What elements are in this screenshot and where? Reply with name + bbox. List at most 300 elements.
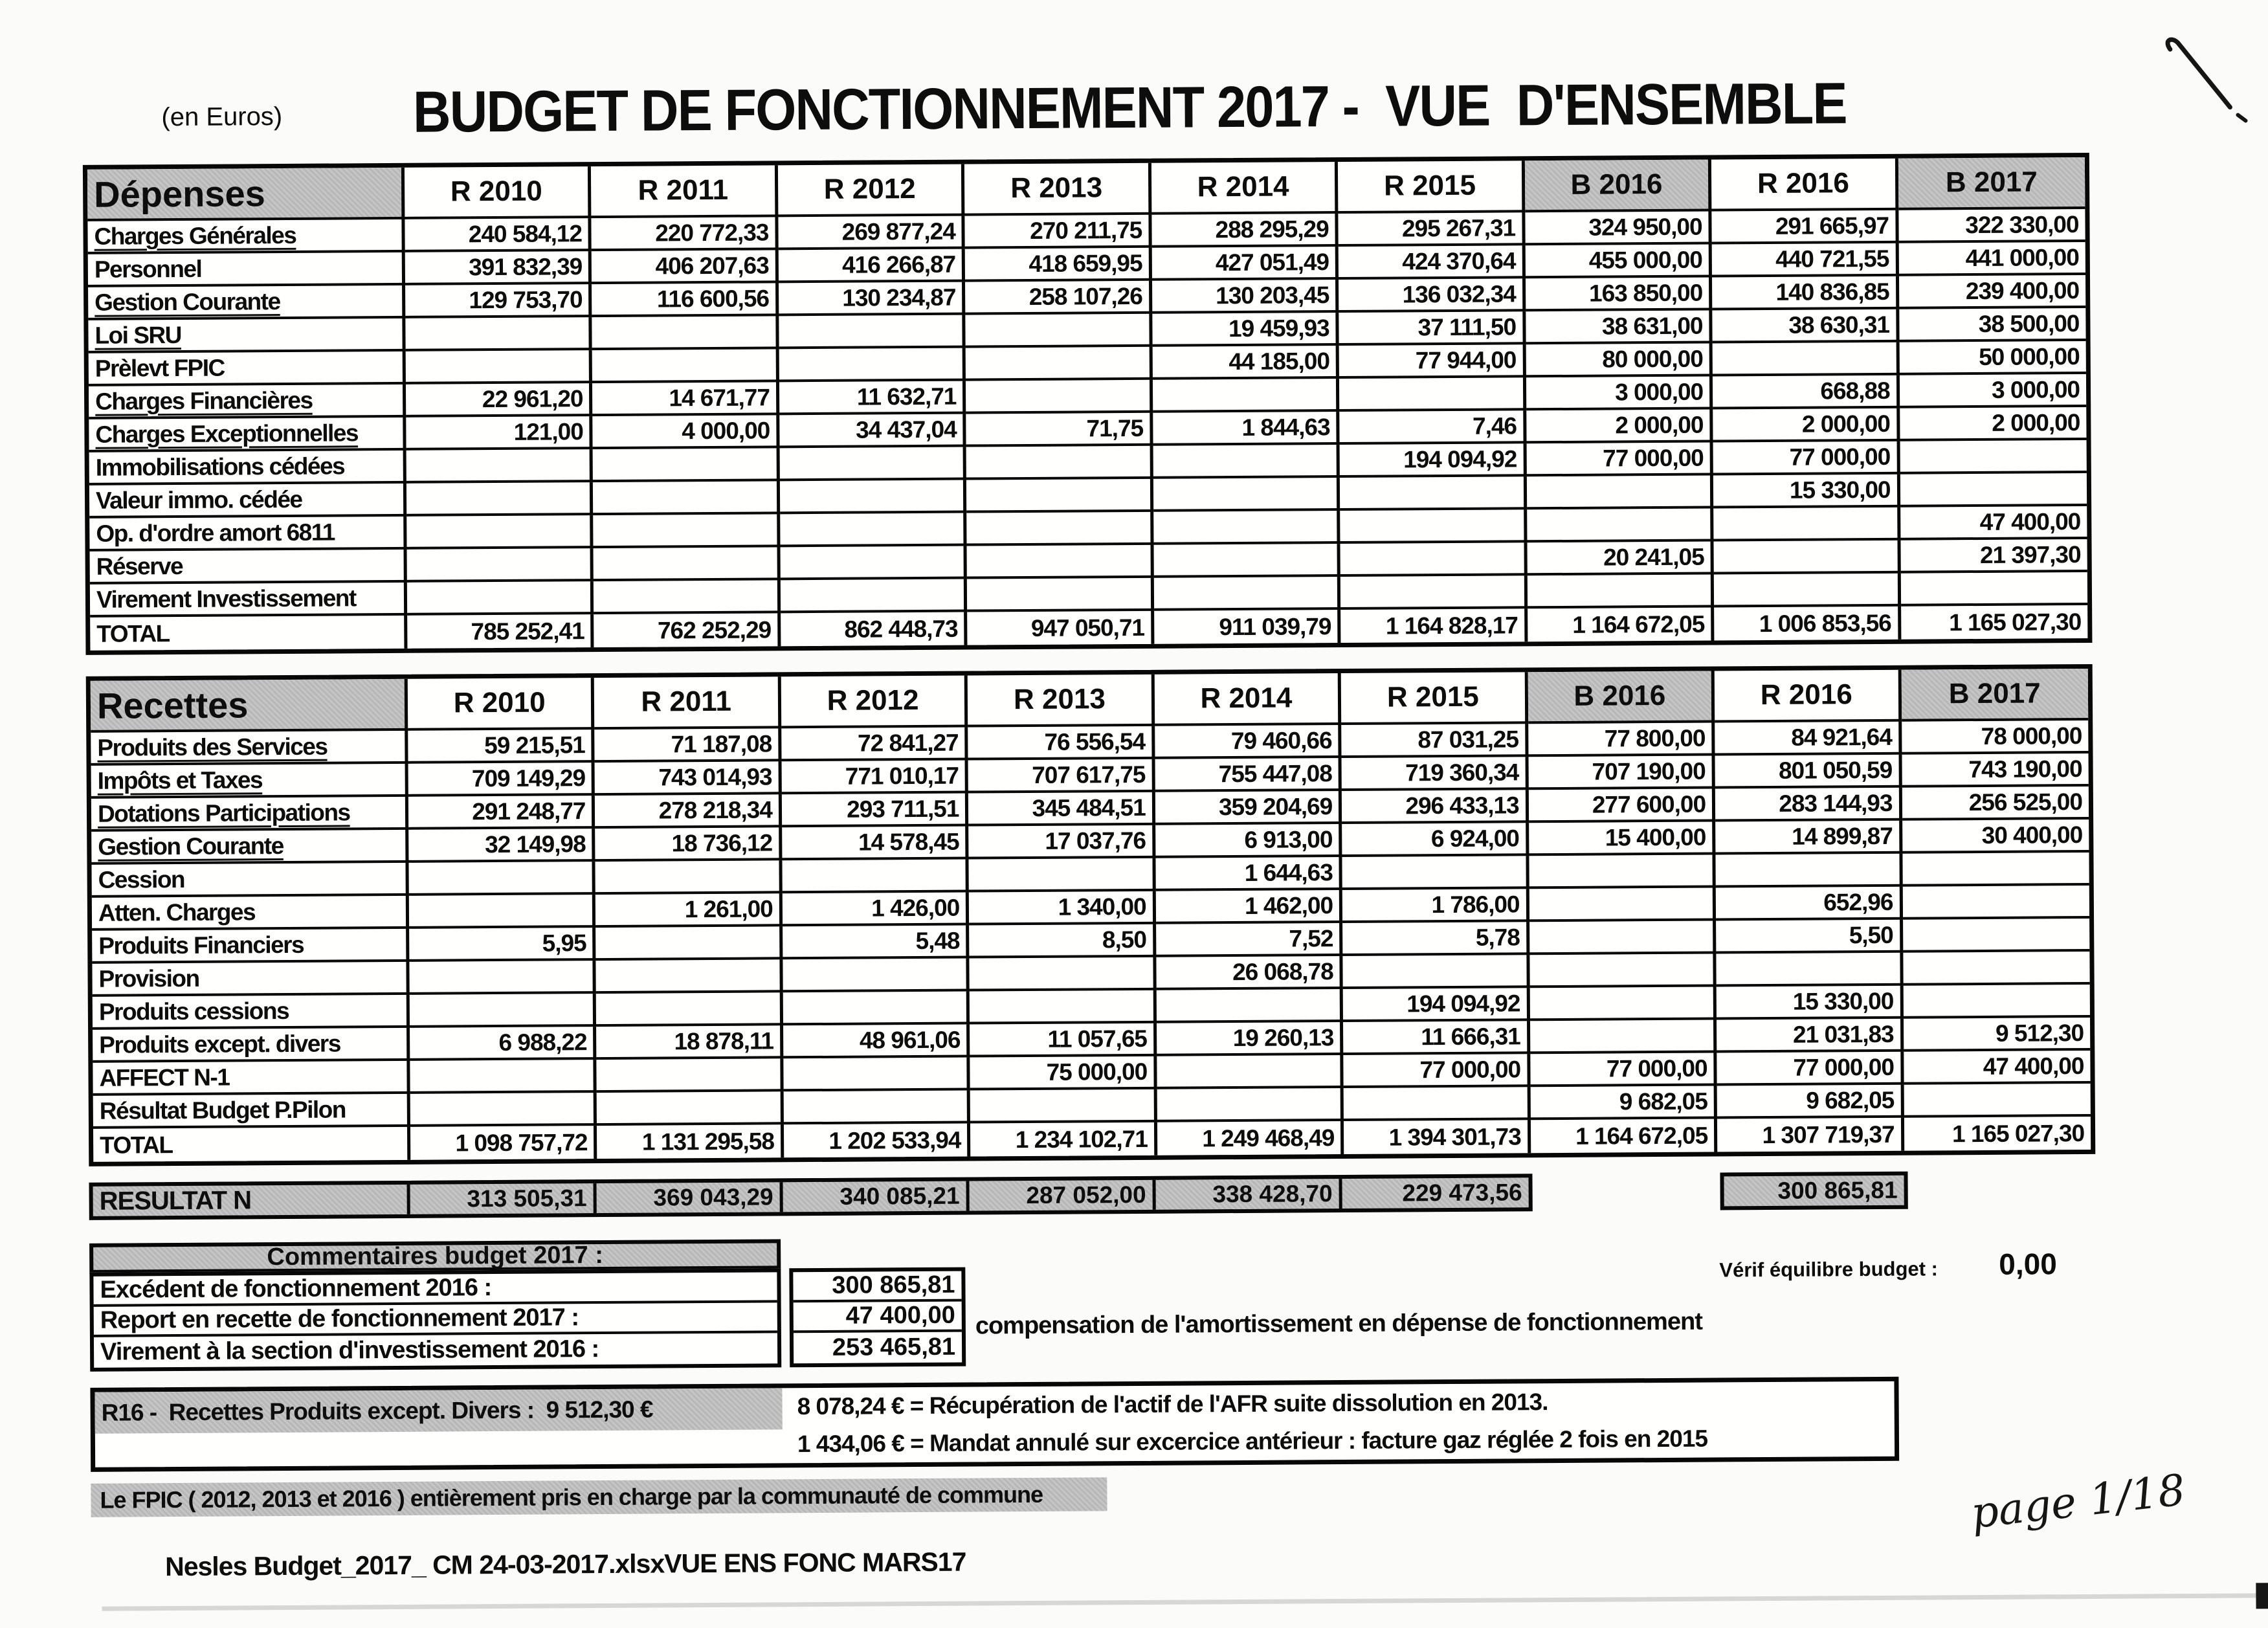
recettes-value-cell: 18 736,12 [595, 827, 783, 862]
recettes-value-cell: 26 068,78 [1156, 956, 1343, 990]
recettes-value-cell: 1 261,00 [595, 893, 783, 928]
recettes-value-cell: 6 924,00 [1342, 823, 1529, 857]
recettes-value-cell: 15 400,00 [1529, 822, 1716, 856]
recettes-value-cell: 709 149,29 [408, 763, 595, 797]
recettes-row-label: Produits des Services [91, 731, 408, 766]
verif-equilibre-label: Vérif équilibre budget : [1719, 1257, 1939, 1282]
depenses-value-cell: 3 000,00 [1899, 374, 2086, 408]
commentaires-row-label: Report en recette de fonctionnement 2017 : [94, 1302, 777, 1337]
recettes-value-cell: 11 057,65 [970, 1023, 1157, 1058]
depenses-section-title: Dépenses [87, 168, 405, 221]
depenses-value-cell [966, 479, 1153, 513]
recettes-row-label: Gestion Courante [91, 830, 408, 865]
recettes-value-cell: 755 447,08 [1155, 758, 1342, 792]
resultat-band [89, 1174, 1532, 1220]
recettes-value-cell: 1 131 295,58 [597, 1124, 784, 1159]
recettes-value-cell: 71 187,08 [595, 728, 782, 763]
depenses-row-label: Valeur immo. cédée [89, 484, 406, 519]
recettes-value-cell [1904, 1084, 2091, 1118]
depenses-row-label: Prèlevt FPIC [89, 351, 406, 386]
depenses-value-cell: 220 772,33 [592, 217, 779, 251]
recettes-value-cell: 15 330,00 [1717, 986, 1904, 1020]
recettes-col-header: R 2016 [1715, 670, 1902, 723]
recettes-value-cell: 5,95 [409, 928, 596, 962]
recettes-value-cell: 1 426,00 [783, 893, 970, 927]
recettes-value-cell [595, 860, 783, 895]
recettes-col-header: R 2014 [1154, 673, 1341, 726]
recettes-value-cell: 30 400,00 [1902, 820, 2089, 854]
recettes-value-cell [1157, 1088, 1344, 1122]
recettes-value-cell [783, 1058, 970, 1092]
recettes-value-cell: 1 307 719,37 [1717, 1118, 1904, 1152]
commentaires-row-value: 300 865,81 [793, 1271, 961, 1303]
commentaires-values [789, 1267, 966, 1368]
recettes-value-cell [410, 994, 597, 1028]
recettes-row-label: Dotations Participations [91, 797, 408, 832]
depenses-value-cell [1154, 577, 1341, 611]
recettes-value-cell [596, 992, 783, 1027]
resultat-value: 313 505,31 [410, 1183, 597, 1214]
depenses-value-cell: 140 836,85 [1712, 276, 1899, 311]
depenses-value-cell [592, 349, 779, 383]
depenses-value-cell [967, 545, 1154, 579]
depenses-value-cell [1713, 507, 1900, 542]
depenses-value-cell: 136 032,34 [1339, 278, 1526, 313]
recettes-row-label: Provision [92, 962, 409, 997]
recettes-value-cell [970, 957, 1157, 992]
recettes-value-cell: 771 010,17 [781, 761, 968, 795]
depenses-value-cell [779, 348, 966, 383]
depenses-col-header: R 2010 [405, 166, 592, 219]
recettes-value-cell: 9 682,05 [1717, 1085, 1904, 1119]
depenses-value-cell [780, 546, 967, 581]
depenses-value-cell: 11 632,71 [779, 381, 966, 416]
depenses-row-label: Op. d'ordre amort 6811 [89, 517, 406, 552]
depenses-value-cell: 441 000,00 [1898, 242, 2085, 276]
depenses-value-cell [1527, 575, 1714, 609]
depenses-row-label: Charges Générales [87, 219, 405, 254]
depenses-value-cell: 2 000,00 [1713, 408, 1900, 443]
recettes-value-cell [409, 961, 596, 995]
recettes-value-cell: 6 913,00 [1155, 824, 1342, 858]
depenses-value-cell [1713, 342, 1900, 377]
depenses-value-cell: 47 400,00 [1900, 506, 2087, 541]
recettes-value-cell [1903, 952, 2090, 986]
recettes-value-cell [970, 1089, 1157, 1124]
depenses-col-header: B 2016 [1525, 160, 1712, 213]
depenses-value-cell: 38 630,31 [1712, 309, 1899, 344]
depenses-value-cell [407, 581, 594, 616]
recettes-value-cell [410, 1093, 597, 1127]
recettes-value-cell: 9 512,30 [1904, 1018, 2091, 1052]
depenses-value-cell [966, 347, 1153, 381]
depenses-value-cell: 291 665,97 [1711, 210, 1898, 245]
fpic-note: Le FPIC ( 2012, 2013 et 2016 ) entièrement pris en charge par la communauté de commune [91, 1477, 1107, 1517]
depenses-value-cell [780, 513, 967, 548]
recettes-value-cell: 7,52 [1156, 923, 1343, 957]
depenses-value-cell: 391 832,39 [405, 251, 592, 285]
depenses-value-cell: 785 252,41 [407, 614, 594, 649]
depenses-value-cell: 21 397,30 [1900, 539, 2087, 574]
resultat-value: 338 428,70 [1155, 1179, 1342, 1210]
compensation-note: compensation de l'amortissement en dépense de fonctionnement [975, 1308, 1703, 1340]
depenses-value-cell [780, 480, 967, 515]
depenses-value-cell: 130 203,45 [1152, 280, 1339, 314]
recettes-value-cell: 1 164 672,05 [1531, 1119, 1718, 1153]
recettes-row-label: TOTAL [93, 1127, 410, 1162]
recettes-row-label: Impôts et Taxes [91, 764, 408, 799]
depenses-value-cell [1340, 542, 1528, 577]
depenses-value-cell [1900, 572, 2087, 607]
recettes-value-cell [1529, 920, 1717, 955]
recettes-value-cell [1344, 1087, 1531, 1121]
recettes-section-title: Recettes [91, 679, 408, 733]
recettes-value-cell: 87 031,25 [1341, 724, 1528, 758]
recettes-value-cell: 707 617,75 [968, 759, 1155, 794]
recettes-value-cell [1343, 955, 1530, 989]
recettes-value-cell: 48 961,06 [783, 1025, 970, 1059]
recettes-value-cell [969, 858, 1156, 893]
recettes-col-header: R 2015 [1341, 672, 1528, 725]
depenses-value-cell [593, 481, 780, 515]
recettes-value-cell: 194 094,92 [1343, 988, 1530, 1022]
recettes-value-cell: 1 462,00 [1156, 890, 1343, 924]
recettes-value-cell: 78 000,00 [1902, 720, 2089, 755]
recettes-value-cell [1716, 953, 1903, 987]
recettes-value-cell: 79 460,66 [1155, 725, 1342, 759]
recettes-row-label: Produits except. divers [93, 1028, 410, 1063]
recettes-value-cell: 256 525,00 [1902, 786, 2089, 821]
recettes-value-cell: 719 360,34 [1342, 757, 1529, 791]
recettes-value-cell: 5,50 [1716, 920, 1903, 954]
depenses-value-cell: 19 459,93 [1152, 313, 1339, 347]
recettes-value-cell: 1 340,00 [969, 891, 1156, 926]
depenses-value-cell: 762 252,29 [594, 613, 781, 647]
depenses-value-cell: 324 950,00 [1525, 212, 1712, 246]
recettes-value-cell: 1 394 301,73 [1344, 1120, 1531, 1154]
handwritten-page-number: page 1/18 [1968, 1464, 2188, 1539]
depenses-value-cell: 116 600,56 [592, 283, 779, 317]
commentaires-row-value: 253 465,81 [832, 1333, 956, 1361]
recettes-value-cell: 9 682,05 [1530, 1086, 1717, 1120]
commentaires-row-label: Virement à la section d'investissement 2016 : [100, 1335, 599, 1366]
recettes-value-cell: 1 249 468,49 [1157, 1121, 1344, 1155]
depenses-value-cell: 4 000,00 [593, 415, 780, 449]
recettes-value-cell [410, 1060, 597, 1094]
recettes-value-cell: 743 014,93 [595, 761, 782, 796]
recettes-value-cell: 743 190,00 [1902, 753, 2089, 788]
depenses-value-cell [593, 448, 780, 482]
depenses-table [83, 153, 2093, 655]
depenses-value-cell: 1 165 027,30 [1949, 608, 2082, 636]
depenses-col-header: B 2017 [1898, 157, 2085, 210]
depenses-row-label: TOTAL [90, 616, 407, 651]
depenses-value-cell [407, 548, 594, 583]
recettes-value-cell: 6 988,22 [410, 1027, 597, 1061]
depenses-value-cell [1714, 541, 1901, 575]
depenses-value-cell: 455 000,00 [1525, 245, 1712, 279]
depenses-row-label: Gestion Courante [88, 285, 405, 320]
depenses-value-cell [779, 315, 966, 350]
recettes-row-label: Atten. Charges [92, 896, 409, 931]
recettes-value-cell [1903, 919, 2090, 953]
depenses-value-cell: 240 584,12 [405, 218, 592, 252]
depenses-value-cell [1153, 478, 1340, 512]
depenses-value-cell [966, 380, 1153, 414]
depenses-row-label: Loi SRU [88, 318, 405, 353]
recettes-value-cell: 652,96 [1716, 887, 1903, 921]
recettes-value-cell: 1 786,00 [1342, 889, 1529, 923]
recettes-col-header: R 2013 [968, 675, 1155, 728]
recettes-value-cell: 76 556,54 [968, 726, 1155, 761]
recettes-value-cell: 72 841,27 [781, 728, 968, 762]
commentaires-row-label: Excédent de fonctionnement 2016 : [93, 1272, 777, 1306]
depenses-value-cell: 2 000,00 [1526, 410, 1713, 444]
depenses-value-cell: 37 111,50 [1339, 311, 1526, 346]
recettes-value-cell: 77 000,00 [1344, 1054, 1531, 1088]
recettes-value-cell: 77 000,00 [1530, 1053, 1717, 1087]
depenses-value-cell: 1 164 828,17 [1340, 608, 1528, 643]
verif-equilibre-value: 0,00 [1999, 1247, 2058, 1281]
recettes-value-cell [782, 860, 969, 894]
recettes-col-header: B 2016 [1528, 671, 1715, 724]
recettes-value-cell: 77 800,00 [1528, 723, 1715, 757]
recettes-value-cell: 11 666,31 [1343, 1021, 1530, 1055]
depenses-value-cell: 295 267,31 [1339, 212, 1526, 247]
resultat-label: RESULTAT N [93, 1185, 410, 1216]
depenses-value-cell [1527, 476, 1714, 510]
recettes-value-cell: 32 149,98 [408, 829, 595, 863]
depenses-value-cell: 288 295,29 [1151, 214, 1339, 248]
resultat-r2016-value: 300 865,81 [1720, 1172, 1907, 1210]
depenses-value-cell: 38 500,00 [1899, 308, 2086, 342]
depenses-value-cell: 269 877,24 [778, 216, 965, 251]
depenses-value-cell [1340, 575, 1528, 610]
recettes-col-header: R 2012 [781, 676, 968, 729]
depenses-col-header: R 2011 [591, 165, 778, 218]
recettes-value-cell [408, 862, 595, 896]
depenses-col-header: R 2016 [1711, 159, 1898, 212]
recettes-value-cell: 18 878,11 [596, 1025, 783, 1060]
recettes-value-cell [1157, 1055, 1344, 1089]
depenses-row-label: Personnel [88, 252, 405, 287]
depenses-value-cell [405, 317, 592, 351]
recettes-value-cell [1529, 953, 1717, 988]
r16-line: 8 078,24 € = Récupération de l'actif de l'AFR suite dissolution en 2013. [797, 1388, 1548, 1420]
recettes-value-cell: 1 234 102,71 [970, 1122, 1157, 1157]
depenses-value-cell: 1 164 672,05 [1528, 608, 1715, 642]
depenses-value-cell [967, 578, 1154, 612]
depenses-value-cell: 270 211,75 [965, 215, 1152, 249]
depenses-value-cell: 668,88 [1713, 375, 1900, 410]
resultat-value: 287 052,00 [970, 1180, 1156, 1211]
depenses-value-cell: 34 437,04 [779, 414, 966, 449]
recettes-value-cell [1530, 1020, 1717, 1054]
resultat-value: 369 043,29 [597, 1182, 783, 1213]
depenses-value-cell: 416 266,87 [779, 249, 966, 284]
recettes-value-cell: 293 711,51 [782, 794, 969, 828]
depenses-row-label: Charges Exceptionnelles [89, 418, 406, 452]
page-title: BUDGET DE FONCTIONNEMENT 2017 - VUE D'ENSEMBLE [412, 71, 1847, 145]
depenses-row-label: Immobilisations cédées [89, 451, 406, 485]
resultat-value: 340 085,21 [783, 1181, 970, 1212]
depenses-value-cell: 194 094,92 [1340, 443, 1527, 478]
depenses-value-cell [594, 547, 781, 581]
depenses-value-cell: 38 631,00 [1526, 311, 1713, 345]
resultat-n-row [89, 1170, 2095, 1220]
depenses-value-cell: 121,00 [406, 416, 593, 451]
depenses-value-cell [1527, 509, 1714, 543]
recettes-col-header: R 2011 [594, 676, 781, 730]
recettes-value-cell: 5,78 [1342, 922, 1529, 956]
depenses-value-cell [781, 579, 968, 614]
commentaires-labels [89, 1268, 781, 1372]
recettes-value-cell: 1 098 757,72 [410, 1126, 597, 1160]
depenses-value-cell: 80 000,00 [1526, 344, 1713, 378]
depenses-row-label: Réserve [90, 550, 407, 585]
depenses-value-cell: 418 659,95 [965, 248, 1152, 282]
footer-filename: Nesles Budget_2017_ CM 24-03-2017.xlsxVUE ENS FONC MARS17 [164, 1546, 966, 1582]
depenses-value-cell: 1 844,63 [1153, 412, 1340, 446]
depenses-value-cell: 15 330,00 [1713, 474, 1900, 509]
depenses-value-cell [1339, 377, 1526, 412]
r16-line: 1 434,06 € = Mandat annulé sur excercice antérieur : facture gaz réglée 2 fois en 2015 [797, 1425, 1708, 1458]
depenses-value-cell: 77 000,00 [1713, 441, 1900, 476]
recettes-value-cell: 277 600,00 [1528, 789, 1715, 823]
recettes-value-cell [1342, 856, 1529, 890]
depenses-value-cell [406, 350, 593, 385]
recettes-value-cell: 77 000,00 [1717, 1052, 1904, 1086]
recettes-value-cell: 283 144,93 [1715, 788, 1902, 822]
depenses-value-cell [1153, 511, 1340, 545]
depenses-row-label: Charges Financières [89, 385, 406, 419]
depenses-value-cell [1340, 476, 1527, 511]
depenses-value-cell [1900, 440, 2087, 474]
scan-artifact-strip [102, 1593, 2268, 1611]
recettes-col-header: B 2017 [1901, 669, 2088, 722]
recettes-value-cell: 359 204,69 [1155, 791, 1342, 825]
recettes-value-cell: 1 165 027,30 [1951, 1119, 2085, 1147]
depenses-value-cell [1153, 544, 1340, 578]
recettes-value-cell [1902, 853, 2089, 887]
depenses-value-cell [594, 580, 781, 614]
r16-note-box [90, 1377, 1899, 1472]
depenses-col-header: R 2012 [778, 164, 965, 217]
depenses-value-cell [1714, 574, 1901, 608]
recettes-value-cell: 19 260,13 [1157, 1022, 1344, 1056]
depenses-value-cell: 3 000,00 [1526, 377, 1713, 411]
depenses-value-cell: 862 448,73 [781, 612, 968, 647]
recettes-value-cell: 801 050,59 [1715, 755, 1902, 789]
depenses-value-cell: 77 000,00 [1526, 443, 1713, 477]
depenses-value-cell: 22 961,20 [406, 383, 593, 418]
recettes-table [86, 664, 2096, 1166]
recettes-value-cell: 75 000,00 [970, 1056, 1157, 1091]
depenses-value-cell: 50 000,00 [1899, 341, 2086, 375]
recettes-value-cell [1529, 987, 1717, 1021]
recettes-value-cell: 296 433,13 [1342, 790, 1529, 824]
depenses-value-cell: 1 006 853,56 [1714, 607, 1901, 641]
depenses-value-cell: 322 330,00 [1898, 209, 2085, 243]
depenses-value-cell: 44 185,00 [1152, 346, 1339, 380]
depenses-value-cell [1153, 445, 1340, 479]
recettes-row-label: Produits cessions [93, 995, 410, 1030]
recettes-value-cell [1529, 887, 1716, 922]
recettes-value-cell: 14 899,87 [1715, 821, 1902, 855]
depenses-value-cell [779, 447, 966, 482]
recettes-row-label: AFFECT N-1 [93, 1061, 410, 1096]
recettes-value-cell: 278 218,34 [595, 794, 782, 829]
depenses-value-cell [1900, 473, 2087, 507]
depenses-value-cell: 911 039,79 [1154, 610, 1341, 644]
recettes-value-cell [1902, 886, 2089, 920]
recettes-value-cell: 47 400,00 [1904, 1051, 2091, 1085]
recettes-value-cell: 8,50 [969, 924, 1156, 959]
depenses-value-cell [967, 512, 1154, 546]
recettes-value-cell: 291 248,77 [408, 796, 595, 830]
recettes-value-cell [783, 959, 970, 993]
commentaires-header: Commentaires budget 2017 : [89, 1239, 781, 1274]
depenses-value-cell [594, 514, 781, 548]
recettes-value-cell [597, 1091, 784, 1126]
recettes-value-cell [1529, 855, 1716, 889]
recettes-value-cell [596, 959, 783, 994]
recettes-value-cell [784, 1091, 971, 1125]
recettes-value-cell: 5,48 [783, 926, 970, 960]
depenses-col-header: R 2013 [964, 163, 1151, 216]
recettes-value-cell: 707 190,00 [1528, 756, 1715, 790]
depenses-value-cell [406, 482, 594, 517]
depenses-value-cell: 239 400,00 [1899, 275, 2086, 309]
depenses-value-cell: 163 850,00 [1526, 278, 1713, 312]
depenses-value-cell: 20 241,05 [1527, 542, 1714, 576]
depenses-value-cell [966, 446, 1153, 480]
depenses-col-header: R 2015 [1338, 161, 1525, 214]
depenses-col-header: R 2014 [1151, 162, 1339, 215]
recettes-value-cell [1156, 989, 1343, 1023]
depenses-value-cell [406, 449, 594, 484]
currency-note: (en Euros) [161, 102, 283, 132]
depenses-value-cell: 77 944,00 [1339, 344, 1526, 379]
recettes-value-cell: 345 484,51 [968, 792, 1155, 827]
recettes-value-cell [970, 990, 1157, 1025]
depenses-value-cell [966, 314, 1153, 348]
recettes-value-cell [409, 895, 596, 929]
resultat-value: 229 473,56 [1402, 1179, 1522, 1207]
depenses-value-cell: 130 234,87 [779, 282, 966, 317]
recettes-value-cell: 17 037,76 [968, 825, 1155, 860]
depenses-value-cell: 71,75 [966, 413, 1153, 447]
depenses-value-cell: 129 753,70 [405, 284, 592, 318]
depenses-value-cell: 14 671,77 [592, 382, 779, 416]
recettes-col-header: R 2010 [408, 678, 595, 731]
recettes-value-cell: 1 644,63 [1155, 857, 1342, 891]
depenses-value-cell: 427 051,49 [1151, 247, 1339, 281]
recettes-value-cell [1716, 854, 1903, 888]
recettes-value-cell: 1 202 533,94 [784, 1124, 971, 1158]
recettes-value-cell [597, 1058, 784, 1093]
depenses-value-cell: 406 207,63 [592, 250, 779, 284]
recettes-row-label: Résultat Budget P.Pilon [93, 1094, 410, 1129]
recettes-value-cell: 14 578,45 [782, 827, 969, 861]
recettes-value-cell: 84 921,64 [1715, 722, 1902, 756]
commentaires-row-value: 47 400,00 [794, 1302, 962, 1333]
r16-label: R16 - Recettes Produits except. Divers : 9 512,30 € [94, 1388, 782, 1433]
depenses-value-cell [406, 515, 594, 550]
depenses-value-cell: 258 107,26 [965, 281, 1152, 315]
depenses-value-cell: 424 370,64 [1339, 245, 1526, 280]
depenses-row-label: Virement Investissement [90, 583, 407, 618]
